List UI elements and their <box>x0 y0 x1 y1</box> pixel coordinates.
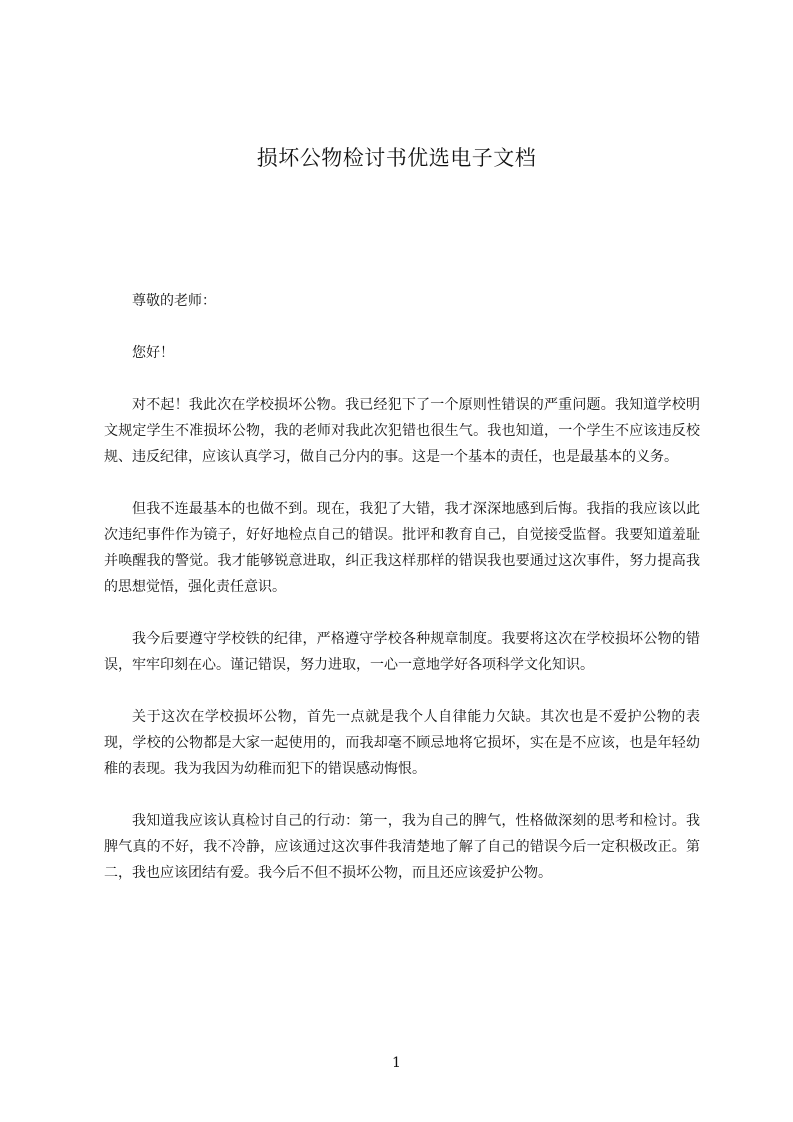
salutation: 尊敬的老师： <box>132 293 216 309</box>
paragraph-3: 我今后要遵守学校铁的纪律，严格遵守学校各种规章制度。我要将这次在学校损坏公物的错误，牢牢印刻在心。谨记错误，努力进取，一心一意地学好各项科学文化知识。 <box>104 631 700 673</box>
paragraph-4: 关于这次在学校损坏公物，首先一点就是我个人自律能力欠缺。其次也是不爱护公物的表现，学校的公物都是大家一起使用的，而我却毫不顾忌地将它损坏，实在是不应该，也是年轻幼稚的表现。我为我因为幼稚而犯下的错误感动悔恨。 <box>104 709 700 777</box>
paragraph-5: 我知道我应该认真检讨自己的行动：第一，我为自己的脾气，性格做深刻的思考和检讨。我脾气真的不好，我不冷静，应该通过这次事件我清楚地了解了自己的错误今后一定积极改正。第二，我也应该团结有爱。我今后不但不损坏公物，而且还应该爱护公物。 <box>104 813 700 881</box>
page-number: 1 <box>392 1055 401 1071</box>
paragraph-1: 对不起！我此次在学校损坏公物。我已经犯下了一个原则性错误的严重问题。我知道学校明文规定学生不准损坏公物，我的老师对我此次犯错也很生气。我也知道，一个学生不应该违反校规、违反纪律，应该认真学习，做自己分内的事。这是一个基本的责任，也是最基本的义务。 <box>104 397 700 465</box>
document-body <box>104 288 700 912</box>
paragraph-2: 但我不连最基本的也做不到。现在，我犯了大错，我才深深地感到后悔。我指的我应该以此次违纪事件作为镜子，好好地检点自己的错误。批评和教育自己，自觉接受监督。我要知道羞耻并唤醒我的警觉。我才能够锐意进取，纠正我这样那样的错误我也要通过这次事件，努力提高我的思想觉悟，强化责任意识。 <box>104 501 700 595</box>
greeting: 您好！ <box>132 345 174 361</box>
document-title: 损坏公物检讨书优选电子文档 <box>256 146 537 170</box>
